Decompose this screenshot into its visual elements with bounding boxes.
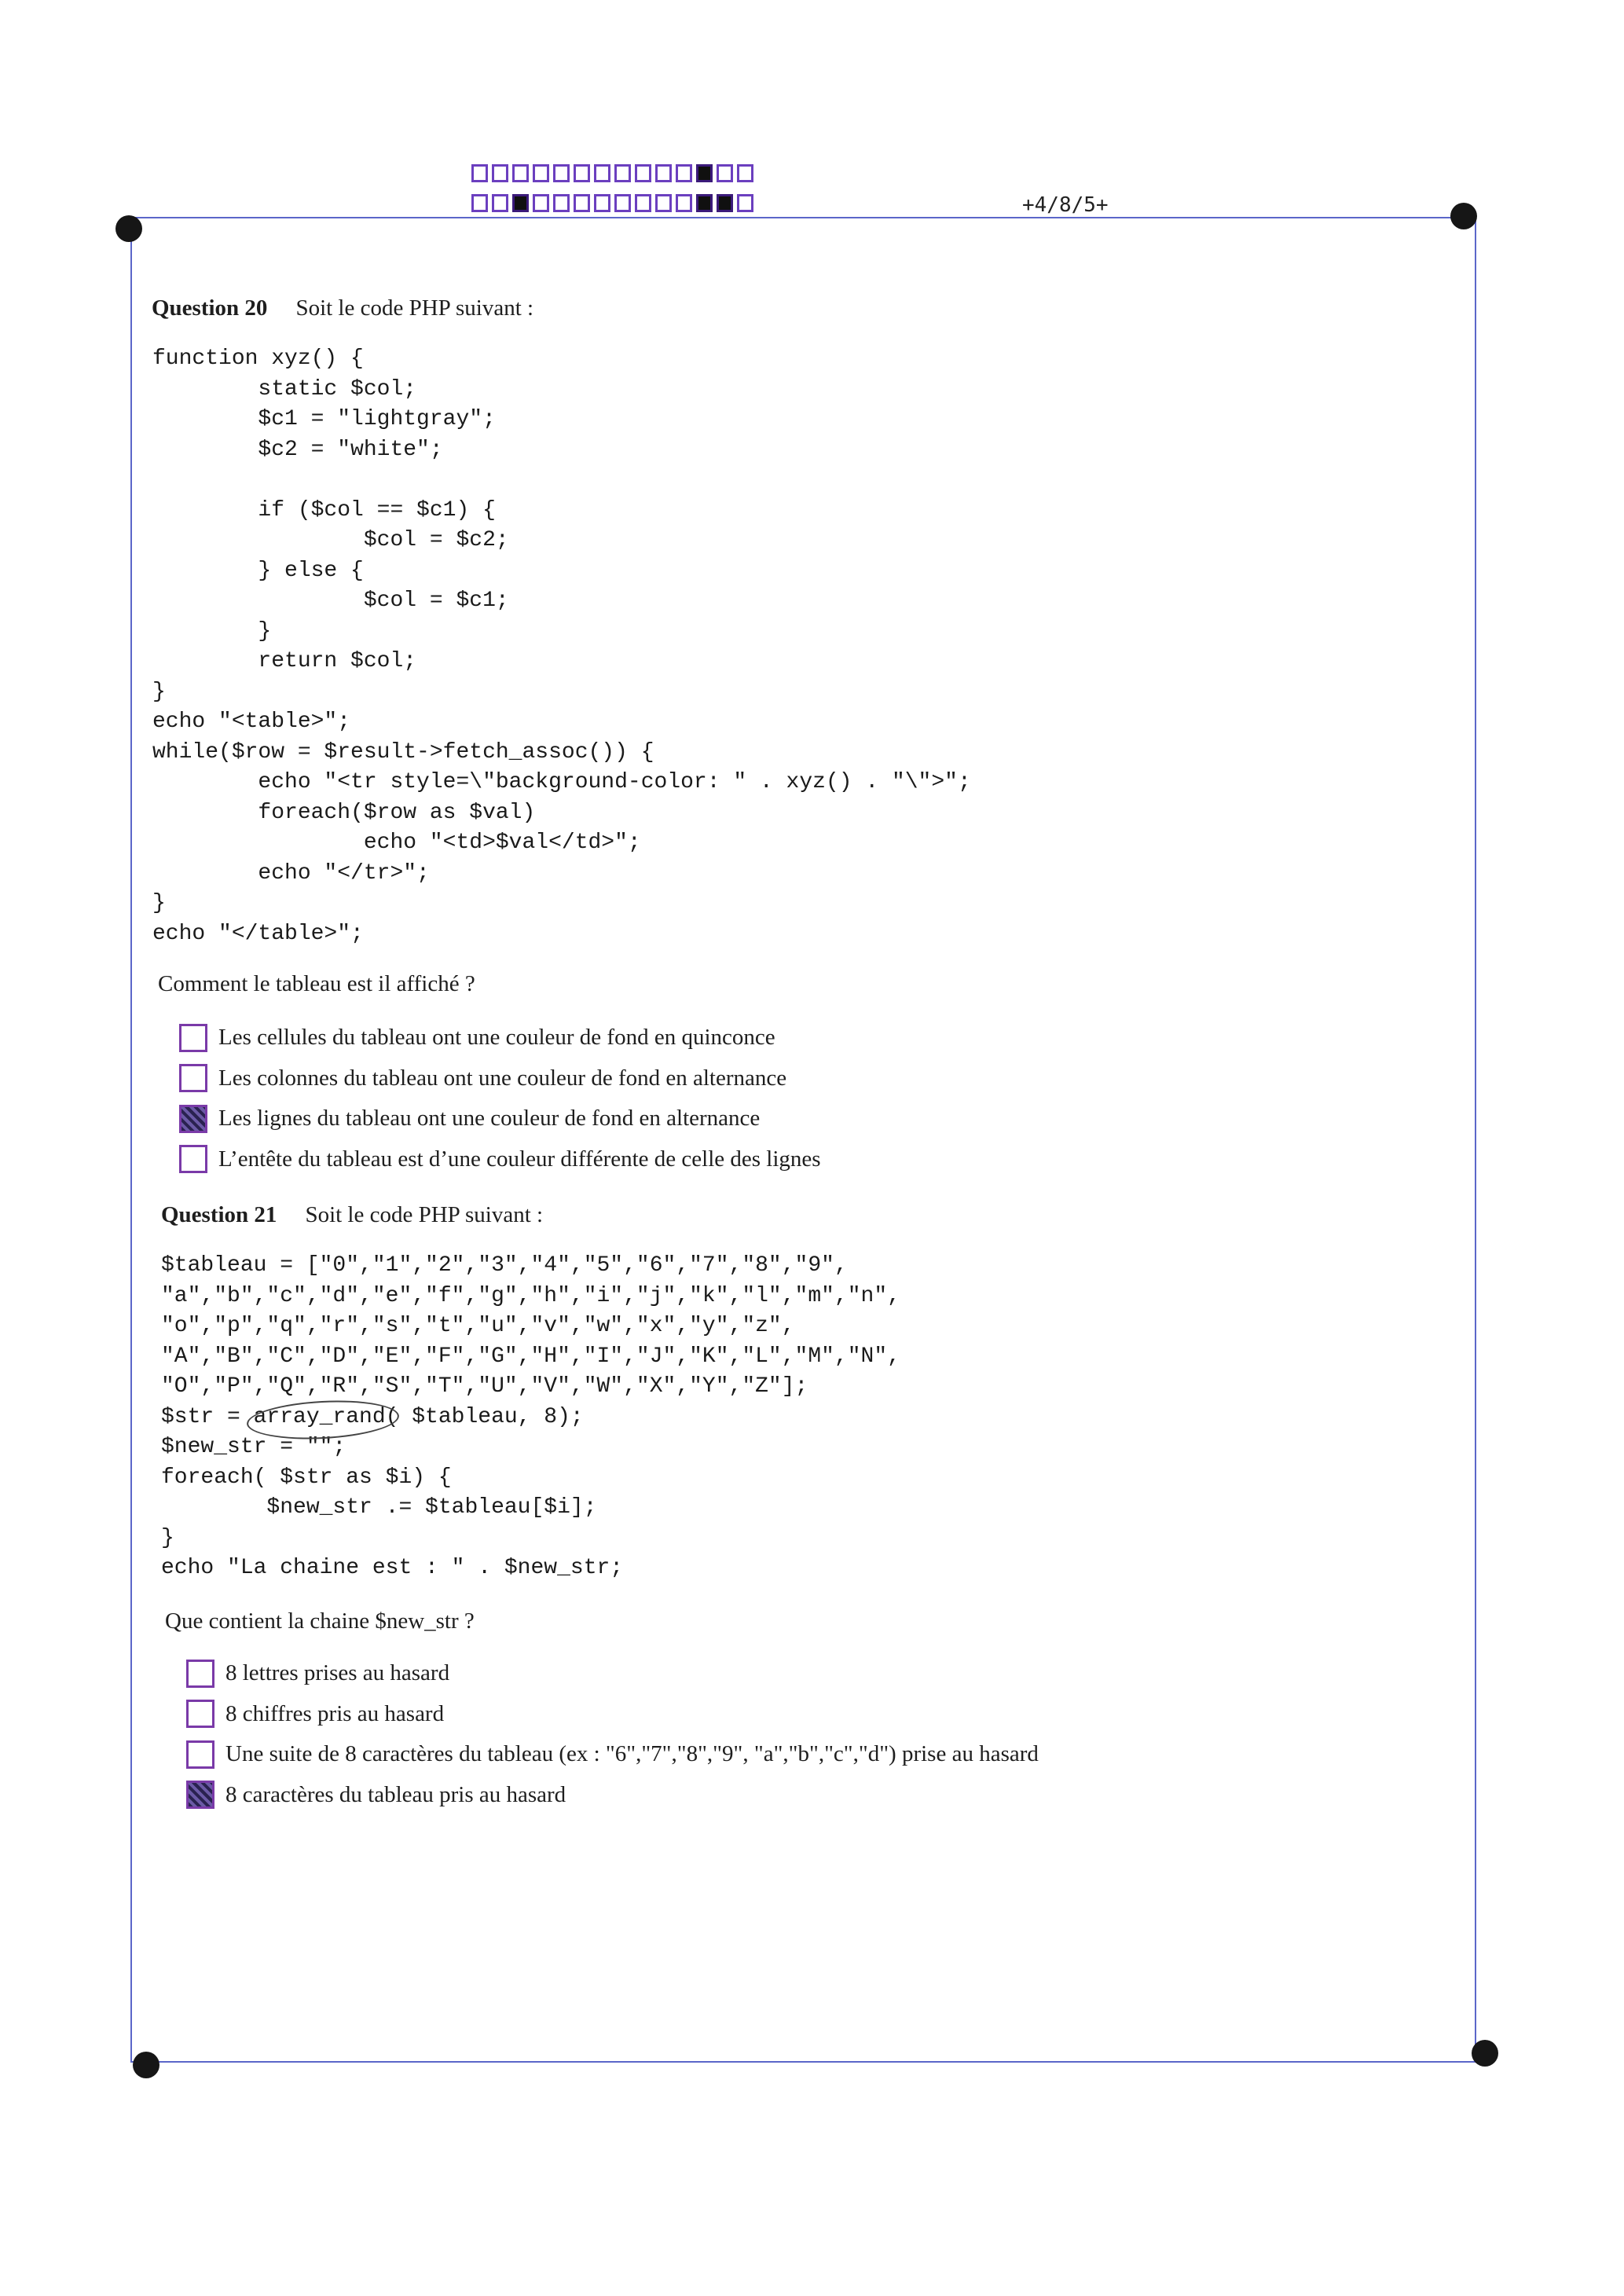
answer-option[interactable] <box>186 1734 1039 1775</box>
code-line: echo "<table>"; <box>152 710 351 734</box>
id-cell <box>676 164 692 182</box>
code-line: "a","b","c","d","e","f","g","h","i","j","k","l","m","n", <box>161 1283 900 1308</box>
code-line: $col = $c2; <box>152 528 509 552</box>
code-line: "o","p","q","r","s","t","u","v","w","x","y","z", <box>161 1314 795 1338</box>
id-cell <box>737 194 753 212</box>
corner-marker-bottom-left <box>133 2052 159 2078</box>
code-line: $new_str .= $tableau[$i]; <box>161 1495 597 1520</box>
code-line: function xyz() { <box>152 347 364 371</box>
id-cell <box>594 164 610 182</box>
answer-option-text: L’entête du tableau est d’une couleur différente de celle des lignes <box>218 1146 821 1172</box>
code-line: $tableau = ["0","1","2","3","4","5","6","7","8","9", <box>161 1253 848 1278</box>
question-20-options <box>179 1018 821 1179</box>
answer-option-text: Les cellules du tableau ont une couleur de fond en quinconce <box>218 1025 775 1051</box>
id-cell <box>737 164 753 182</box>
page-id-code: +4/8/5+ <box>1022 193 1109 217</box>
checkbox[interactable] <box>179 1145 207 1173</box>
question-21-label: Question 21 <box>161 1202 277 1227</box>
id-cell <box>574 194 590 212</box>
checkbox[interactable] <box>186 1740 214 1769</box>
answer-option[interactable] <box>186 1653 1039 1694</box>
code-line: } <box>152 891 166 915</box>
answer-option-text: Une suite de 8 caractères du tableau (ex : "6","7","8","9", "a","b","c","d") prise au hasard <box>225 1741 1039 1767</box>
code-line: echo "</tr>"; <box>152 860 430 886</box>
checkbox[interactable] <box>186 1660 214 1688</box>
answer-option[interactable] <box>179 1098 821 1139</box>
corner-marker-bottom-right <box>1472 2040 1498 2067</box>
question-20-code <box>152 344 971 949</box>
answer-option-text: 8 lettres prises au hasard <box>225 1660 450 1686</box>
id-cell <box>717 194 733 212</box>
code-line: foreach($row as $val) <box>152 800 536 825</box>
id-cell <box>655 194 672 212</box>
checkbox[interactable] <box>179 1064 207 1092</box>
id-strip-top <box>471 164 757 182</box>
answer-option[interactable] <box>179 1139 821 1180</box>
corner-marker-top-right <box>1450 203 1477 229</box>
id-cell <box>553 194 570 212</box>
question-20-label: Question 20 <box>152 295 268 321</box>
id-cell <box>492 194 508 212</box>
question-20-prompt: Comment le tableau est il affiché ? <box>158 971 475 996</box>
code-line: echo "<tr style=\"background-color: " . xyz() . "\">"; <box>152 770 971 794</box>
id-cell <box>635 194 651 212</box>
answer-option[interactable] <box>186 1694 1039 1735</box>
id-cell <box>676 194 692 212</box>
id-cell <box>512 164 529 182</box>
id-cell <box>614 164 631 182</box>
id-strip-bottom <box>471 194 757 212</box>
id-cell <box>717 164 733 182</box>
answer-option-text: 8 caractères du tableau pris au hasard <box>225 1781 566 1807</box>
id-cell <box>574 164 590 182</box>
code-line: echo "La chaine est : " . $new_str; <box>161 1556 624 1580</box>
id-cell <box>614 194 631 212</box>
id-cell <box>696 164 713 182</box>
id-cell <box>655 164 672 182</box>
question-21-intro: Soit le code PHP suivant : <box>305 1202 544 1227</box>
code-line: } <box>152 618 272 644</box>
answer-option[interactable] <box>179 1018 821 1058</box>
id-cell <box>512 194 529 212</box>
question-21-prompt: Que contient la chaine $new_str ? <box>165 1608 475 1634</box>
code-line: } <box>152 679 166 704</box>
checkbox-checked[interactable] <box>186 1781 214 1809</box>
checkbox[interactable] <box>179 1024 207 1052</box>
id-cell <box>471 194 488 212</box>
code-line: return $col; <box>152 649 417 673</box>
code-line: echo "<td>$val</td>"; <box>152 831 641 855</box>
question-20-intro: Soit le code PHP suivant : <box>295 295 534 321</box>
code-line: } <box>161 1525 174 1550</box>
id-cell <box>533 194 549 212</box>
code-line: "O","P","Q","R","S","T","U","V","W","X","Y","Z"]; <box>161 1374 808 1399</box>
code-line: $str = array_rand( $tableau, 8); <box>161 1404 584 1429</box>
code-line: $col = $c1; <box>152 589 509 613</box>
answer-option-text: 8 chiffres pris au hasard <box>225 1700 445 1726</box>
code-line: $c2 = "white"; <box>152 437 443 462</box>
id-cell <box>492 164 508 182</box>
code-line: "A","B","C","D","E","F","G","H","I","J","K","L","M","N", <box>161 1344 900 1369</box>
corner-marker-top-left <box>115 215 142 242</box>
answer-option[interactable] <box>179 1058 821 1099</box>
answer-option-text: Les colonnes du tableau ont une couleur de fond en alternance <box>218 1065 787 1091</box>
id-cell <box>471 164 488 182</box>
checkbox[interactable] <box>186 1700 214 1728</box>
question-20-header <box>152 295 533 321</box>
checkbox-checked[interactable] <box>179 1105 207 1133</box>
answer-option-text: Les lignes du tableau ont une couleur de fond en alternance <box>218 1106 761 1131</box>
code-line: while($row = $result->fetch_assoc()) { <box>152 739 654 765</box>
answer-option[interactable] <box>186 1775 1039 1816</box>
code-line: if ($col == $c1) { <box>152 497 496 523</box>
code-line: } else { <box>152 558 364 583</box>
code-line: static $col; <box>152 376 417 402</box>
id-cell <box>696 194 713 212</box>
code-line: $new_str = ""; <box>161 1435 346 1459</box>
code-line: echo "</table>"; <box>152 921 364 946</box>
code-line: $c1 = "lightgray"; <box>152 407 496 431</box>
id-cell <box>635 164 651 182</box>
question-21-options <box>186 1653 1039 1815</box>
id-cell <box>553 164 570 182</box>
code-line: foreach( $str as $i) { <box>161 1465 452 1490</box>
id-cell <box>533 164 549 182</box>
id-cell <box>594 194 610 212</box>
question-21-header <box>161 1202 543 1228</box>
